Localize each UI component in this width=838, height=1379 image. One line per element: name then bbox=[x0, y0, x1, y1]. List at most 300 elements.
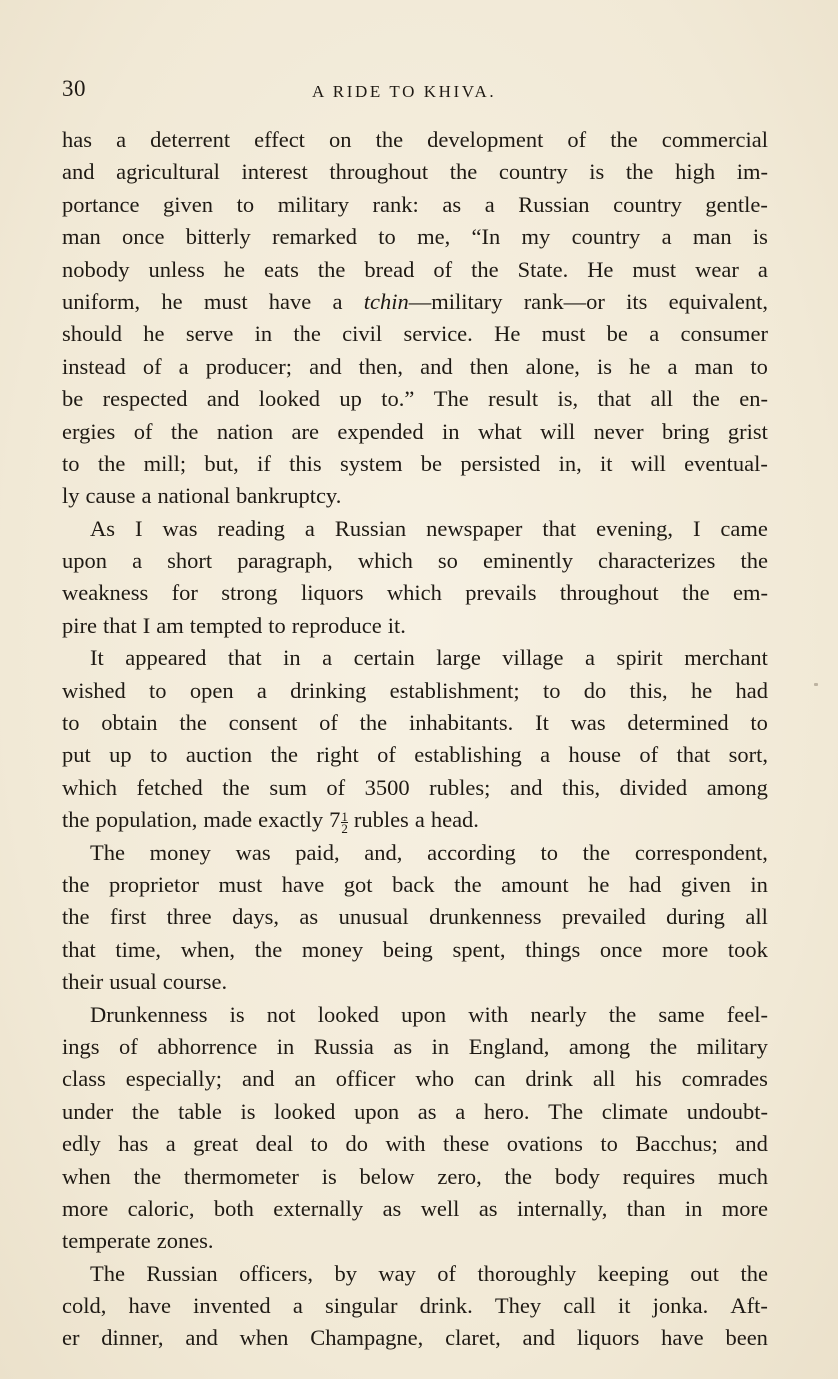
word: deterrent bbox=[150, 127, 231, 152]
word: a bbox=[540, 742, 551, 768]
word: “In bbox=[471, 224, 501, 250]
word: way bbox=[378, 1260, 416, 1286]
word: jonka. bbox=[652, 1293, 709, 1319]
word: the bbox=[317, 256, 346, 282]
word: an bbox=[294, 1066, 316, 1092]
text-line bbox=[62, 124, 768, 156]
word: that bbox=[597, 386, 632, 412]
word: nation bbox=[216, 418, 274, 444]
word: of bbox=[377, 742, 396, 768]
running-title: A RIDE TO KHIVA. bbox=[312, 82, 497, 101]
word: looked bbox=[258, 386, 321, 412]
word: ergies bbox=[62, 418, 116, 444]
word: do bbox=[583, 677, 607, 703]
word: should bbox=[62, 321, 123, 347]
word: open bbox=[189, 677, 234, 703]
word: instead bbox=[62, 353, 126, 379]
word: do bbox=[345, 1131, 369, 1157]
word: came bbox=[720, 515, 768, 541]
word: singular bbox=[324, 1293, 398, 1319]
word: characterizes bbox=[598, 548, 716, 574]
word: prevailed bbox=[562, 904, 646, 930]
word: the bbox=[582, 839, 611, 865]
word: much bbox=[717, 1163, 768, 1189]
word: is bbox=[589, 159, 605, 185]
word: England, bbox=[468, 1033, 550, 1059]
body-text bbox=[62, 124, 768, 1355]
word: as bbox=[442, 191, 462, 217]
word: with bbox=[385, 1131, 426, 1157]
text-line bbox=[62, 739, 768, 771]
word: is bbox=[597, 353, 613, 379]
word: evening, bbox=[596, 515, 673, 541]
word: on bbox=[329, 127, 352, 152]
word: in bbox=[684, 1195, 703, 1221]
text-line bbox=[62, 966, 768, 998]
word: certain bbox=[353, 645, 415, 671]
word: spirit bbox=[616, 645, 663, 671]
word: abhorrence bbox=[157, 1033, 258, 1059]
word: unusual bbox=[338, 904, 409, 930]
fraction-half: $\frac{1}{2}$ bbox=[341, 808, 348, 836]
word: dinner, bbox=[101, 1325, 164, 1351]
word: class bbox=[62, 1066, 106, 1092]
word: in, bbox=[558, 450, 582, 476]
word: auction bbox=[185, 742, 253, 768]
word: the bbox=[504, 1163, 533, 1189]
word: this, bbox=[629, 677, 668, 703]
word: the bbox=[359, 710, 388, 736]
word: comrades bbox=[681, 1066, 768, 1092]
text-line bbox=[62, 675, 768, 707]
word: im- bbox=[736, 159, 768, 185]
word: according bbox=[427, 839, 516, 865]
word: as bbox=[417, 1098, 437, 1124]
word: a bbox=[165, 1131, 176, 1157]
word: the bbox=[610, 127, 638, 152]
italic-term: tchin bbox=[363, 288, 409, 314]
word: are bbox=[291, 418, 319, 444]
word: under bbox=[62, 1098, 114, 1124]
word: It bbox=[535, 710, 549, 736]
word: national bbox=[157, 483, 230, 509]
word: prevails bbox=[465, 580, 537, 606]
word: village bbox=[502, 645, 564, 671]
word: em- bbox=[732, 580, 768, 606]
text-line bbox=[62, 1031, 768, 1063]
word: the bbox=[97, 450, 126, 476]
word: for bbox=[171, 580, 198, 606]
word: the bbox=[270, 742, 298, 768]
word: a bbox=[661, 224, 672, 250]
word: invented bbox=[193, 1293, 271, 1319]
word: looked bbox=[274, 1098, 336, 1124]
text-line bbox=[62, 934, 768, 966]
text-line bbox=[62, 156, 768, 188]
word: bitterly bbox=[185, 224, 251, 250]
text-line bbox=[62, 999, 768, 1031]
word: climate bbox=[601, 1098, 669, 1124]
word: bankruptcy. bbox=[235, 483, 342, 509]
word: must bbox=[218, 871, 263, 897]
word: I bbox=[692, 515, 701, 541]
word: a bbox=[322, 645, 333, 671]
word: Aft- bbox=[730, 1293, 768, 1319]
word: merchant bbox=[684, 645, 768, 671]
word: proprietor bbox=[109, 871, 199, 897]
word: and bbox=[735, 1131, 768, 1157]
word: days, bbox=[232, 904, 279, 930]
word: the bbox=[170, 418, 199, 444]
word: in bbox=[431, 1033, 450, 1059]
text-line bbox=[62, 318, 768, 350]
word: externally bbox=[273, 1195, 364, 1221]
word: upon bbox=[354, 1098, 400, 1124]
word: had bbox=[628, 871, 662, 897]
word: he bbox=[161, 288, 183, 314]
word: time, bbox=[115, 936, 162, 962]
word: They bbox=[494, 1293, 542, 1319]
word: consent bbox=[228, 710, 298, 736]
word: zones. bbox=[156, 1228, 214, 1254]
word: table bbox=[178, 1098, 222, 1124]
word: officer bbox=[335, 1066, 396, 1092]
word: unless bbox=[148, 256, 205, 282]
word: the bbox=[133, 1163, 162, 1189]
margin-speck bbox=[814, 683, 818, 686]
word: Drunkenness bbox=[90, 1001, 208, 1027]
word: below bbox=[359, 1163, 415, 1189]
word: the bbox=[62, 871, 90, 897]
word: must bbox=[632, 256, 677, 282]
word: the bbox=[375, 127, 404, 152]
word: to bbox=[750, 710, 768, 736]
word: is bbox=[752, 224, 768, 250]
word: uniform, bbox=[62, 288, 141, 314]
word: course. bbox=[162, 969, 228, 995]
word: the bbox=[131, 1098, 160, 1124]
text-line bbox=[62, 286, 768, 318]
word: took bbox=[727, 936, 768, 962]
word: to bbox=[310, 1131, 329, 1157]
word: to.” bbox=[381, 386, 415, 412]
word: a bbox=[414, 807, 425, 833]
word: had bbox=[735, 677, 768, 703]
word: a bbox=[132, 548, 143, 574]
word: sort, bbox=[728, 742, 768, 768]
word: it bbox=[600, 450, 613, 476]
word: newspaper bbox=[426, 515, 523, 541]
word: than bbox=[626, 1195, 666, 1221]
word: obtain bbox=[101, 710, 158, 736]
word: and bbox=[420, 353, 453, 379]
word: when bbox=[62, 1163, 111, 1189]
word: and bbox=[522, 1325, 556, 1351]
text-line bbox=[62, 416, 768, 448]
word: throughout bbox=[329, 159, 429, 185]
word: up bbox=[109, 742, 132, 768]
word: during bbox=[666, 904, 725, 930]
word: is bbox=[240, 1098, 256, 1124]
text-line bbox=[62, 837, 768, 869]
word: eminently bbox=[482, 548, 573, 574]
word: throughout bbox=[559, 580, 659, 606]
word: the bbox=[471, 256, 499, 282]
word: have bbox=[281, 871, 325, 897]
word: of bbox=[319, 710, 338, 736]
word: the bbox=[740, 548, 768, 574]
word: which bbox=[62, 774, 117, 800]
word: never bbox=[593, 418, 644, 444]
word: three bbox=[166, 904, 212, 930]
word: high bbox=[675, 159, 716, 185]
word: and bbox=[185, 1325, 218, 1351]
word: of bbox=[437, 1260, 457, 1286]
word: gentle- bbox=[705, 191, 768, 217]
word: in bbox=[750, 871, 768, 897]
word: a bbox=[116, 127, 127, 152]
word: the bbox=[625, 159, 654, 185]
word: Russian bbox=[146, 1260, 218, 1286]
word: inhabitants. bbox=[408, 710, 514, 736]
word: en- bbox=[739, 386, 768, 412]
word: requires bbox=[622, 1163, 696, 1189]
word: a bbox=[332, 288, 343, 314]
word: edly bbox=[62, 1131, 101, 1157]
word: respected bbox=[102, 386, 188, 412]
word: the bbox=[222, 774, 250, 800]
word: appeared bbox=[125, 645, 207, 671]
word: as bbox=[382, 1195, 402, 1221]
word: a bbox=[584, 645, 595, 671]
word: The bbox=[90, 1260, 125, 1286]
word: bring bbox=[661, 418, 710, 444]
word: reproduce bbox=[291, 612, 382, 638]
word: and bbox=[62, 159, 95, 185]
word: a bbox=[292, 1293, 303, 1319]
word: a bbox=[455, 1098, 466, 1124]
word: eats bbox=[263, 256, 299, 282]
word: that bbox=[102, 612, 137, 638]
word: of bbox=[133, 418, 153, 444]
word: his bbox=[635, 1066, 662, 1092]
word: must bbox=[203, 288, 248, 314]
word: interest bbox=[241, 159, 308, 185]
word: result bbox=[488, 386, 539, 412]
word: determined bbox=[627, 710, 729, 736]
word: equivalent, bbox=[668, 288, 768, 314]
text-line bbox=[62, 1258, 768, 1290]
word: of bbox=[142, 353, 162, 379]
word: drinking bbox=[290, 677, 367, 703]
word: divided bbox=[619, 774, 688, 800]
text-line bbox=[62, 1193, 768, 1225]
word: great bbox=[193, 1131, 239, 1157]
word: pire bbox=[62, 612, 97, 638]
word: then bbox=[469, 353, 509, 379]
word: a bbox=[667, 353, 678, 379]
word: drink bbox=[525, 1066, 573, 1092]
word: cause bbox=[85, 483, 136, 509]
word: Champagne, bbox=[310, 1325, 424, 1351]
word: to bbox=[600, 1131, 618, 1157]
word: keeping bbox=[597, 1260, 669, 1286]
word: when, bbox=[180, 936, 236, 962]
word: among bbox=[706, 774, 768, 800]
word: civil bbox=[342, 321, 383, 347]
word: of bbox=[326, 774, 346, 800]
word: with bbox=[468, 1001, 509, 1027]
word: it bbox=[617, 1293, 631, 1319]
word: country bbox=[613, 191, 682, 217]
word: wished bbox=[62, 677, 126, 703]
text-line bbox=[62, 1322, 768, 1354]
word: feel- bbox=[726, 1001, 768, 1027]
word: he bbox=[223, 256, 245, 282]
word: looked bbox=[317, 1001, 379, 1027]
word: can bbox=[474, 1066, 506, 1092]
word: country bbox=[571, 224, 641, 250]
word: have bbox=[268, 288, 312, 314]
word: mill; bbox=[143, 450, 187, 476]
word: will bbox=[630, 450, 666, 476]
word: call bbox=[563, 1293, 596, 1319]
running-head bbox=[62, 76, 768, 106]
word: portance bbox=[62, 191, 140, 217]
word: that bbox=[62, 936, 96, 962]
italic-term-group: tchin—military bbox=[363, 288, 503, 314]
word: money bbox=[301, 936, 364, 962]
word: body bbox=[554, 1163, 600, 1189]
word: temperate bbox=[62, 1228, 151, 1254]
word: fetched bbox=[136, 774, 203, 800]
word: Russia bbox=[313, 1033, 374, 1059]
word: internally, bbox=[516, 1195, 608, 1221]
word: the bbox=[649, 1033, 678, 1059]
word: liquors bbox=[576, 1325, 640, 1351]
word: then, bbox=[358, 353, 404, 379]
text-line bbox=[62, 1063, 768, 1095]
word: system bbox=[339, 450, 403, 476]
word: and bbox=[206, 386, 240, 412]
word: amount bbox=[501, 871, 569, 897]
word: He bbox=[587, 256, 614, 282]
word: so bbox=[437, 548, 458, 574]
word: once bbox=[599, 936, 643, 962]
word: producer; bbox=[205, 353, 292, 379]
text-line bbox=[62, 1128, 768, 1160]
text-line bbox=[62, 448, 768, 480]
word: of bbox=[567, 127, 587, 152]
word: a bbox=[484, 191, 495, 217]
word: and bbox=[309, 353, 342, 379]
word: population, bbox=[95, 807, 198, 833]
word: right bbox=[316, 742, 359, 768]
word: nobody bbox=[62, 256, 130, 282]
word: has bbox=[62, 127, 92, 152]
word: the bbox=[692, 386, 720, 412]
word: military bbox=[277, 191, 349, 217]
text-line bbox=[62, 545, 768, 577]
word: he bbox=[588, 871, 610, 897]
word: to bbox=[540, 839, 558, 865]
word: rubles; bbox=[429, 774, 491, 800]
word: same bbox=[658, 1001, 705, 1027]
word: all bbox=[745, 904, 768, 930]
word: made bbox=[203, 807, 253, 833]
word: spent, bbox=[452, 936, 506, 962]
word: have bbox=[128, 1293, 172, 1319]
word: establishment; bbox=[389, 677, 520, 703]
word: as bbox=[393, 1033, 413, 1059]
word: a bbox=[649, 321, 660, 347]
word: er bbox=[62, 1325, 80, 1351]
word: this, bbox=[561, 774, 601, 800]
word: the bbox=[62, 807, 90, 833]
word: the bbox=[682, 580, 710, 606]
word: exactly bbox=[258, 807, 324, 833]
word: given bbox=[680, 871, 731, 897]
word: the bbox=[179, 710, 207, 736]
word: establishing bbox=[414, 742, 522, 768]
word: things bbox=[525, 936, 581, 962]
word: a bbox=[757, 256, 768, 282]
word: country bbox=[498, 159, 568, 185]
word: be bbox=[606, 321, 628, 347]
word: what bbox=[477, 418, 522, 444]
word: that bbox=[227, 645, 262, 671]
word: Bacchus; bbox=[635, 1131, 718, 1157]
word: he bbox=[690, 677, 713, 703]
word: upon bbox=[401, 1001, 447, 1027]
word: The bbox=[433, 386, 469, 412]
word: but, bbox=[204, 450, 239, 476]
word: the bbox=[449, 159, 478, 185]
word: more bbox=[62, 1195, 109, 1221]
text-line bbox=[62, 189, 768, 221]
text-line bbox=[62, 221, 768, 253]
word: its bbox=[626, 288, 648, 314]
word: in bbox=[276, 1033, 295, 1059]
word: money bbox=[149, 839, 211, 865]
word: correspondent, bbox=[634, 839, 768, 865]
word: which bbox=[386, 580, 442, 606]
word: drunkenness bbox=[429, 904, 542, 930]
word: commercial bbox=[661, 127, 768, 152]
word: which bbox=[357, 548, 413, 574]
word: hero. bbox=[483, 1098, 530, 1124]
word: who bbox=[415, 1066, 455, 1092]
word: paid, bbox=[295, 839, 340, 865]
word: all bbox=[592, 1066, 616, 1092]
word: He bbox=[494, 321, 521, 347]
word: must bbox=[541, 321, 586, 347]
word: got bbox=[343, 871, 373, 897]
word: of bbox=[639, 742, 659, 768]
word: liquors bbox=[300, 580, 364, 606]
word: more bbox=[662, 936, 709, 962]
word: as bbox=[299, 904, 319, 930]
word: ovations bbox=[506, 1131, 583, 1157]
text-line bbox=[62, 610, 768, 642]
word: usual bbox=[109, 969, 157, 995]
word: effect bbox=[254, 127, 305, 152]
word: my bbox=[521, 224, 551, 250]
word: large bbox=[436, 645, 481, 671]
word: upon bbox=[62, 548, 107, 574]
word: the bbox=[608, 1001, 637, 1027]
text-line bbox=[62, 254, 768, 286]
